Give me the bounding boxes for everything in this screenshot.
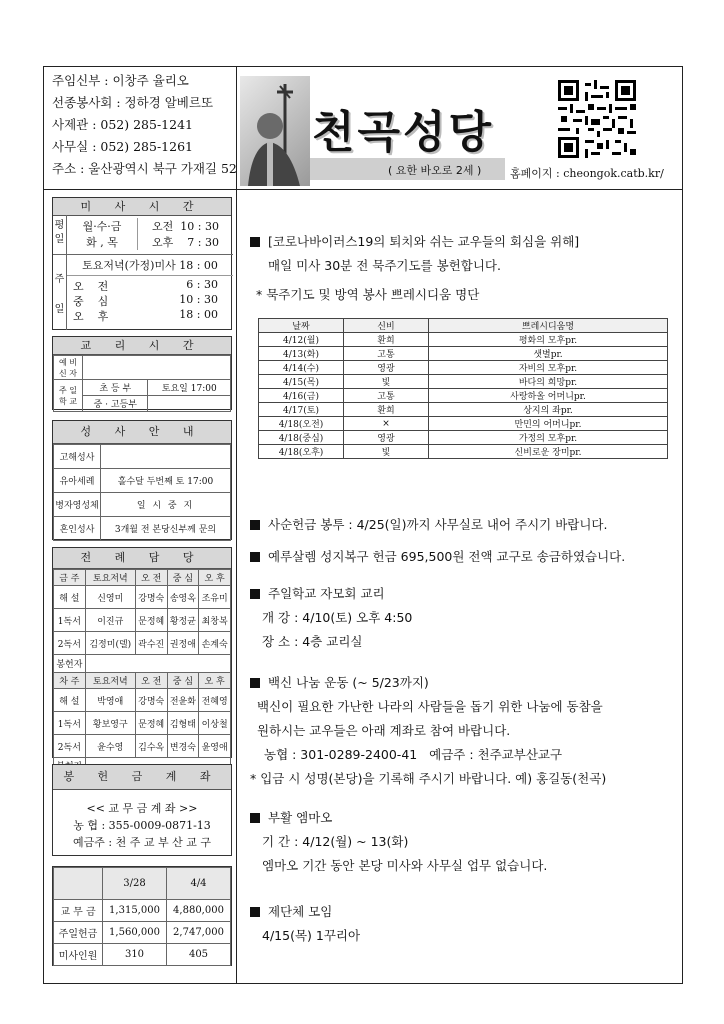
sunday-time-2: 10 : 30 bbox=[179, 293, 218, 306]
notice-4-title: 주일학교 자모회 교리 bbox=[250, 584, 385, 602]
catechism-title: 교 리 시 간 bbox=[53, 337, 231, 355]
sacrament-value bbox=[101, 445, 231, 469]
liturgy-cell: 김형태 bbox=[167, 712, 199, 735]
mass-times-box bbox=[52, 197, 232, 330]
liturgy-cell: 1독서 bbox=[54, 712, 86, 735]
sacraments-title: 성 사 안 내 bbox=[53, 421, 231, 444]
liturgy-cell: 윤영애 bbox=[199, 735, 231, 758]
offering-label: 주일헌금 bbox=[54, 922, 103, 944]
liturgy-cell: 이상철 bbox=[199, 712, 231, 735]
sacrament-value: 3개월 전 본당신부께 문의 bbox=[101, 517, 231, 541]
liturgy-head: 오 후 bbox=[199, 673, 231, 689]
header-info bbox=[52, 70, 237, 180]
rosary-cell: 빛 bbox=[344, 445, 429, 459]
liturgy-cell: 최창복 bbox=[199, 609, 231, 632]
sunday-schedule bbox=[73, 278, 233, 323]
weekday-label: 평일 bbox=[53, 215, 67, 259]
liturgy-cell: 강명숙 bbox=[135, 586, 167, 609]
square-bullet-icon bbox=[250, 678, 260, 688]
liturgy-cell: 김정미(델) bbox=[85, 632, 135, 655]
sunday-time-3: 18 : 00 bbox=[179, 308, 218, 321]
rosary-cell: 고통 bbox=[344, 389, 429, 403]
liturgy-cell: 곽수진 bbox=[135, 632, 167, 655]
rosary-cell: 환희 bbox=[344, 333, 429, 347]
catechism-table bbox=[53, 355, 231, 412]
square-bullet-icon bbox=[250, 589, 260, 599]
square-bullet-icon bbox=[250, 813, 260, 823]
offering-value: 1,315,000 bbox=[103, 900, 167, 922]
liturgy-head: 중 심 bbox=[167, 570, 199, 586]
sunday-part-1: 오 전 bbox=[73, 280, 109, 293]
address: 주소 : 울산광역시 북구 가재길 52 bbox=[52, 161, 237, 176]
liturgy-cell: 송영옥 bbox=[167, 586, 199, 609]
rosary-cell: 4/16(금) bbox=[259, 389, 344, 403]
liturgy-box bbox=[52, 547, 232, 758]
rosary-cell: 4/17(토) bbox=[259, 403, 344, 417]
notice-1-body: 매일 미사 30분 전 묵주기도를 봉헌합니다. bbox=[268, 258, 501, 273]
liturgy-title: 전 례 담 당 bbox=[53, 548, 231, 569]
sunday-part-3: 오 후 bbox=[73, 310, 109, 323]
offering-label: 미사인원 bbox=[54, 944, 103, 966]
liturgy-cell: 손계숙 bbox=[199, 632, 231, 655]
weekday-days-1: 월·수·금 bbox=[67, 218, 138, 234]
catechism-box bbox=[52, 336, 232, 410]
rectory-phone: 사제관 : 052) 285-1241 bbox=[52, 117, 193, 132]
offering-value: 4,880,000 bbox=[167, 900, 231, 922]
account-title: 봉 헌 금 계 좌 bbox=[53, 765, 231, 790]
liturgy-head: 오 전 bbox=[135, 673, 167, 689]
liturgy-head: 금 주 bbox=[54, 570, 86, 586]
liturgy-cell: 1독서 bbox=[54, 609, 86, 632]
account-line-1: << 교 무 금 계 좌 >> bbox=[86, 802, 198, 815]
weekday-schedule bbox=[67, 218, 233, 250]
sacrament-label: 병자영성체 bbox=[54, 493, 101, 517]
rosary-cell: × bbox=[344, 417, 429, 431]
rosary-head: 날짜 bbox=[259, 319, 344, 333]
account-box bbox=[52, 764, 232, 856]
sacrament-label: 혼인성사 bbox=[54, 517, 101, 541]
notice-6-line-1: 기 간 : 4/12(월) ~ 13(화) bbox=[262, 834, 409, 849]
sacraments-box bbox=[52, 420, 232, 540]
office-phone: 사무실 : 052) 285-1261 bbox=[52, 139, 193, 154]
homepage[interactable]: 홈페이지 : cheongok.catb.kr/ bbox=[510, 167, 664, 180]
catechism-class: 초 등 부 bbox=[83, 380, 148, 396]
rosary-cell: 영광 bbox=[344, 361, 429, 375]
square-bullet-icon bbox=[250, 237, 260, 247]
sunday-time-1: 6 : 30 bbox=[186, 278, 218, 291]
notice-7-title: 제단체 모임 bbox=[250, 902, 332, 920]
rosary-cell: 4/12(월) bbox=[259, 333, 344, 347]
catechism-class: 중 · 고등부 bbox=[83, 396, 148, 412]
rosary-head: 쁘레시디움명 bbox=[429, 319, 668, 333]
notice-6-title: 부활 엠마오 bbox=[250, 808, 332, 826]
liturgy-cell: 신영미 bbox=[85, 586, 135, 609]
parish-name: 천곡성당 bbox=[312, 107, 495, 158]
rosary-cell: 바다의 희망pr. bbox=[429, 375, 668, 389]
liturgy-cell: 박영애 bbox=[85, 689, 135, 712]
account-line-3: 예금주 : 천 주 교 부 산 교 구 bbox=[73, 836, 211, 849]
sacrament-label: 고해성사 bbox=[54, 445, 101, 469]
patron: ( 요한 바오로 2세 ) bbox=[388, 164, 482, 177]
liturgy-cell: 이진규 bbox=[85, 609, 135, 632]
liturgy-cell: 전혜영 bbox=[199, 689, 231, 712]
liturgy-cell: 2독서 bbox=[54, 735, 86, 758]
pope-photo bbox=[240, 76, 310, 186]
weekday-time-2: 오후 7 : 30 bbox=[152, 236, 219, 249]
offering-col: 3/28 bbox=[103, 868, 167, 900]
notice-1-title: [코로나바이러스19의 퇴치와 쉬는 교우들의 회심을 위해] bbox=[250, 232, 579, 250]
liturgy-cell: 문정혜 bbox=[135, 609, 167, 632]
offering-value: 2,747,000 bbox=[167, 922, 231, 944]
rosary-cell: 사랑하올 어머니pr. bbox=[429, 389, 668, 403]
rosary-cell: 4/14(수) bbox=[259, 361, 344, 375]
sacrament-value: 홀수달 두번째 토 17:00 bbox=[101, 469, 231, 493]
rosary-cell: 4/18(오전) bbox=[259, 417, 344, 431]
notice-5-line-2: 원하시는 교우들은 아래 계좌로 참여 바랍니다. bbox=[257, 723, 511, 738]
liturgy-head: 토요저녁 bbox=[85, 570, 135, 586]
rosary-cell: 만민의 어머니pr. bbox=[429, 417, 668, 431]
liturgy-cell: 2독서 bbox=[54, 632, 86, 655]
sacrament-label: 유아세례 bbox=[54, 469, 101, 493]
rosary-cell: 4/18(오후) bbox=[259, 445, 344, 459]
rosary-cell: 상지의 좌pr. bbox=[429, 403, 668, 417]
notice-5-line-1: 백신이 필요한 가난한 나라의 사람들을 돕기 위한 나눔에 동참을 bbox=[257, 699, 603, 714]
liturgy-cell: 권정애 bbox=[167, 632, 199, 655]
notice-5-line-3: 농협 : 301-0289-2400-41 예금주 : 천주교부산교구 bbox=[264, 747, 563, 762]
rosary-cell: 평화의 모후pr. bbox=[429, 333, 668, 347]
rosary-cell: 고통 bbox=[344, 347, 429, 361]
column-divider bbox=[236, 189, 237, 984]
notice-2: 사순헌금 봉투 : 4/25(일)까지 사무실로 내어 주시기 바랍니다. bbox=[250, 515, 607, 533]
liturgy-cell: 황보영구 bbox=[85, 712, 135, 735]
liturgy-table bbox=[53, 569, 231, 774]
offering-value: 1,560,000 bbox=[103, 922, 167, 944]
sunday-label: 주일 bbox=[53, 255, 67, 330]
mass-times-title: 미 사 시 간 bbox=[53, 198, 231, 216]
rosary-head: 신비 bbox=[344, 319, 429, 333]
liturgy-cell: 변경숙 bbox=[167, 735, 199, 758]
liturgy-cell: 김수옥 bbox=[135, 735, 167, 758]
offering-table bbox=[53, 867, 231, 966]
rosary-cell: 환희 bbox=[344, 403, 429, 417]
notice-3: 예루살렘 성지복구 헌금 695,500원 전액 교구로 송금하였습니다. bbox=[250, 547, 625, 565]
rosary-cell: 신비로운 장미pr. bbox=[429, 445, 668, 459]
liturgy-head: 오 후 bbox=[199, 570, 231, 586]
saturday-mass: 토요저녁(가정)미사 18 : 00 bbox=[67, 257, 233, 276]
rosary-cell: 샛별pr. bbox=[429, 347, 668, 361]
square-bullet-icon bbox=[250, 520, 260, 530]
offering-value: 405 bbox=[167, 944, 231, 966]
rosary-table bbox=[258, 318, 668, 459]
rosary-cell: 가정의 모후pr. bbox=[429, 431, 668, 445]
sacrament-value: 일 시 중 지 bbox=[101, 493, 231, 517]
liturgy-cell: 해 설 bbox=[54, 689, 86, 712]
catechism-label: 예 비 신 자 bbox=[54, 356, 83, 380]
rosary-cell: 4/13(화) bbox=[259, 347, 344, 361]
qr-code-icon bbox=[558, 80, 636, 158]
council-line: 선종봉사회 : 정하경 알베르또 bbox=[52, 95, 214, 110]
notice-1-sub: * 묵주기도 및 방역 봉사 쁘레시디움 명단 bbox=[256, 287, 480, 302]
weekday-time-1: 오전 10 : 30 bbox=[152, 220, 219, 233]
notice-7-line-1: 4/15(목) 1꾸리아 bbox=[262, 928, 361, 943]
account-info bbox=[53, 790, 231, 851]
sacraments-table bbox=[53, 444, 231, 541]
rosary-cell: 자비의 모후pr. bbox=[429, 361, 668, 375]
rosary-cell: 4/15(목) bbox=[259, 375, 344, 389]
notice-4-line-2: 장 소 : 4층 교리실 bbox=[262, 634, 363, 649]
liturgy-cell: 봉헌자 bbox=[54, 655, 86, 673]
liturgy-cell: 윤수영 bbox=[85, 735, 135, 758]
square-bullet-icon bbox=[250, 552, 260, 562]
square-bullet-icon bbox=[250, 907, 260, 917]
liturgy-cell: 조유미 bbox=[199, 586, 231, 609]
rosary-cell: 4/18(중심) bbox=[259, 431, 344, 445]
notice-4-line-1: 개 강 : 4/10(토) 오후 4:50 bbox=[262, 610, 413, 625]
catechism-label: 주 일 학 교 bbox=[54, 380, 83, 412]
rosary-cell: 빛 bbox=[344, 375, 429, 389]
liturgy-head: 오 전 bbox=[135, 570, 167, 586]
pastor-line: 주임신부 : 이창주 율리오 bbox=[52, 73, 189, 88]
offering-label: 교 무 금 bbox=[54, 900, 103, 922]
catechism-time: 토요일 17:00 bbox=[148, 380, 231, 396]
liturgy-head: 토요저녁 bbox=[85, 673, 135, 689]
account-line-2: 농 협 : 355-0009-0871-13 bbox=[73, 819, 211, 832]
liturgy-cell: 황정균 bbox=[167, 609, 199, 632]
liturgy-head: 차 주 bbox=[54, 673, 86, 689]
rosary-cell: 영광 bbox=[344, 431, 429, 445]
weekday-days-2: 화 , 목 bbox=[67, 234, 138, 250]
liturgy-cell: 문정혜 bbox=[135, 712, 167, 735]
liturgy-head: 중 심 bbox=[167, 673, 199, 689]
notice-6-line-2: 엠마오 기간 동안 본당 미사와 사무실 업무 없습니다. bbox=[262, 858, 548, 873]
offering-box bbox=[52, 866, 232, 966]
notice-5-title: 백신 나눔 운동 (~ 5/23까지) bbox=[250, 673, 429, 691]
liturgy-cell: 강명숙 bbox=[135, 689, 167, 712]
offering-col: 4/4 bbox=[167, 868, 231, 900]
liturgy-cell: 전윤화 bbox=[167, 689, 199, 712]
offering-value: 310 bbox=[103, 944, 167, 966]
sunday-part-2: 중 심 bbox=[73, 295, 109, 308]
notice-5-line-4: * 입금 시 성명(본당)을 기록해 주시기 바랍니다. 예) 홍길동(천곡) bbox=[250, 771, 607, 786]
liturgy-cell: 해 설 bbox=[54, 586, 86, 609]
